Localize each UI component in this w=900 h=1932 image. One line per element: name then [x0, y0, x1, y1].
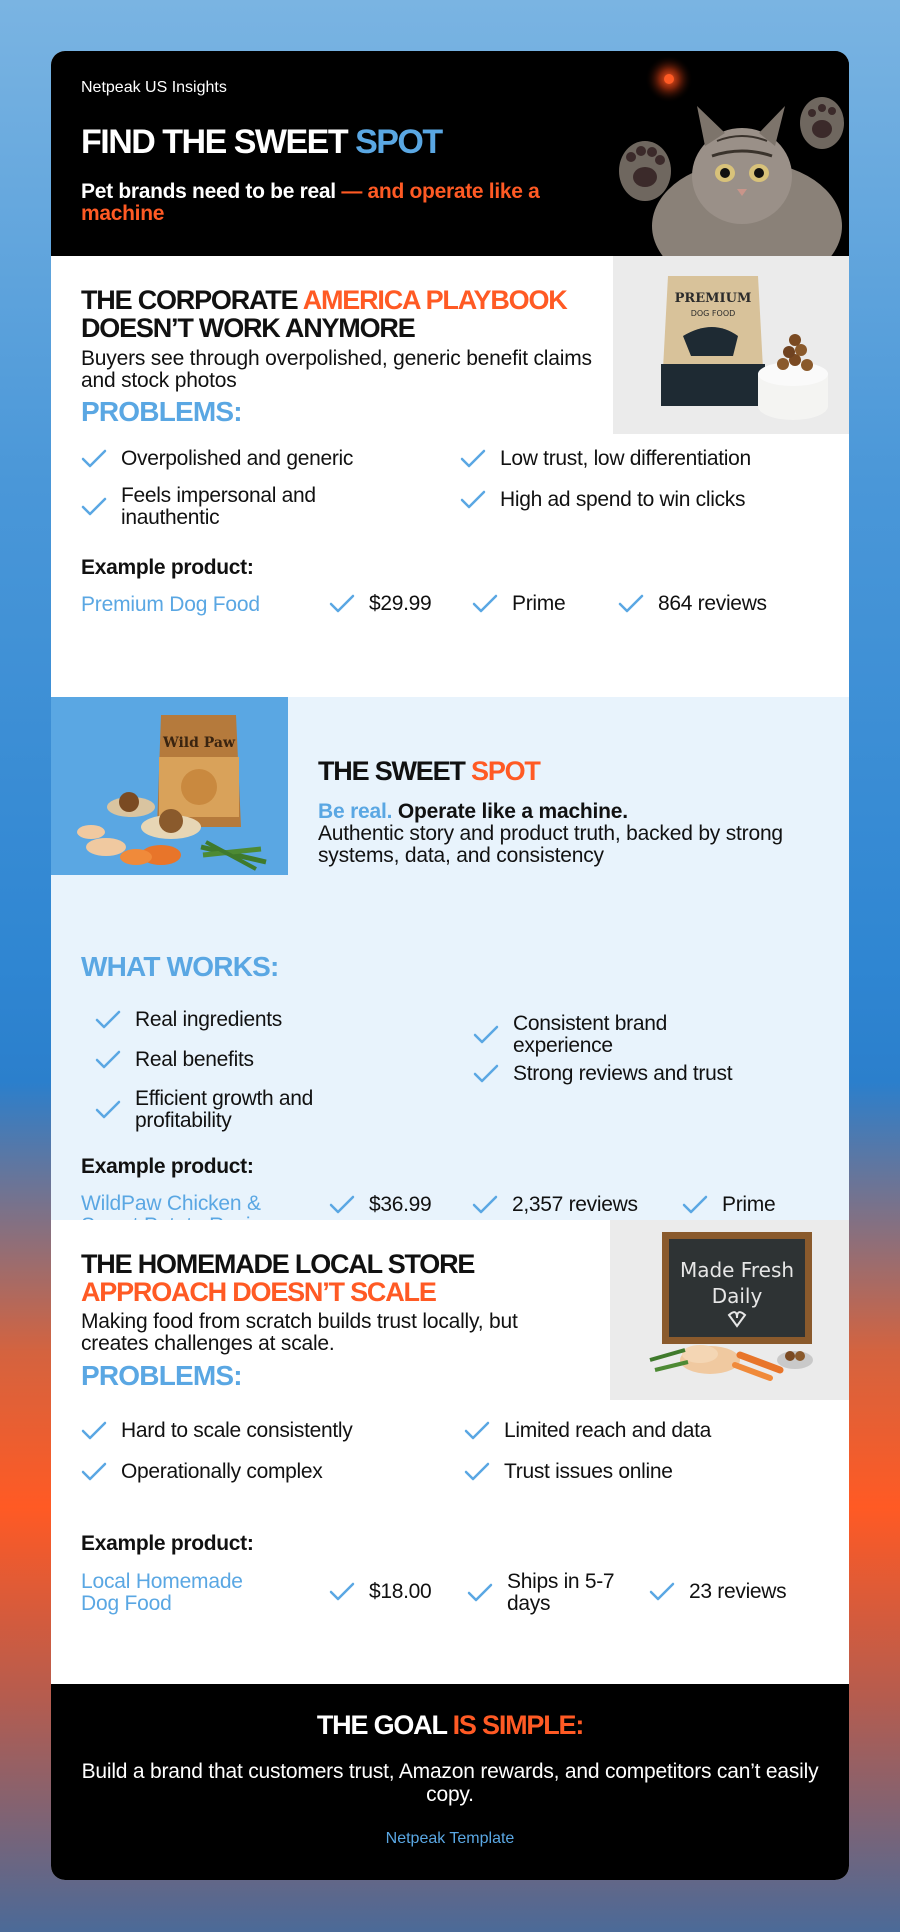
works-item	[473, 1013, 713, 1057]
section-description: Making food from scratch builds trust locally, but creates challenges at scale.	[81, 1310, 518, 1355]
example-label: Example product:	[81, 556, 254, 579]
check-icon	[460, 449, 486, 469]
title-part: THE SWEET	[318, 756, 472, 786]
example-label: Example product:	[81, 1155, 254, 1178]
problems-label: PROBLEMS:	[81, 396, 242, 427]
goal-description: Build a brand that customers trust, Amazon rewards, and competitors can’t easily copy.	[81, 1760, 819, 1806]
title-highlight: SPOT	[471, 756, 540, 786]
what-works-label: WHAT WORKS:	[81, 951, 279, 982]
subtitle-part: Pet brands need to be real	[81, 180, 342, 203]
sweet-spot-section	[51, 697, 849, 1220]
works-text: Real ingredients	[135, 1008, 282, 1031]
check-icon	[618, 594, 644, 614]
fact-text: 23 reviews	[689, 1580, 787, 1603]
example-fact	[649, 1581, 786, 1603]
title-part: FIND THE SWEET	[81, 123, 356, 161]
lead-part: Operate like a machine.	[392, 800, 628, 823]
problem-text: Feels impersonal and inauthentic	[121, 484, 316, 529]
check-icon	[95, 1100, 121, 1120]
footer	[51, 1684, 849, 1880]
check-icon	[95, 1010, 121, 1030]
check-icon	[473, 1064, 499, 1084]
check-icon	[472, 594, 498, 614]
example-fact	[472, 1194, 638, 1216]
example-product-name: Premium Dog Food	[81, 593, 260, 616]
check-icon	[467, 1583, 493, 1603]
check-icon	[460, 490, 486, 510]
title-highlight: APPROACH DOESN’T SCALE	[81, 1277, 436, 1307]
subtitle-highlight: — and operate like a machine	[81, 180, 540, 225]
title-part: THE GOAL	[316, 1710, 453, 1740]
title-highlight: AMERICA PLAYBOOK	[302, 285, 567, 315]
fact-text: $36.99	[369, 1193, 432, 1216]
example-fact	[618, 593, 767, 615]
example-product-name: Local Homemade Dog Food	[81, 1570, 243, 1615]
example-fact	[467, 1571, 617, 1615]
header	[51, 51, 849, 256]
dog-food-bag-photo	[613, 256, 849, 434]
fact-text: $18.00	[369, 1580, 432, 1603]
problem-item	[81, 1461, 322, 1483]
homemade-section	[51, 1220, 849, 1684]
problem-text: Limited reach and data	[504, 1419, 712, 1442]
brand-label: Netpeak US Insights	[81, 79, 227, 96]
check-icon	[473, 1025, 499, 1045]
example-label: Example product:	[81, 1532, 254, 1555]
section-title	[81, 1250, 474, 1306]
title-part: DOESN’T WORK ANYMORE	[81, 313, 415, 343]
fact-text: Prime	[722, 1193, 776, 1216]
bag-subtitle: DOG FOOD	[690, 309, 736, 318]
fact-text: 2,357 reviews	[512, 1193, 638, 1216]
check-icon	[682, 1195, 708, 1215]
works-text: Efficient growth and profitability	[135, 1087, 314, 1132]
check-icon	[464, 1462, 490, 1482]
chalkboard-photo	[610, 1220, 849, 1400]
bag-title: Wild Paw	[162, 735, 236, 751]
template-credit: Netpeak Template	[385, 1830, 515, 1847]
example-fact	[472, 593, 565, 615]
example-fact	[682, 1194, 775, 1216]
title-part: THE HOMEMADE LOCAL STORE	[81, 1249, 475, 1279]
infographic-card	[51, 51, 849, 1880]
section-title	[318, 757, 540, 785]
board-line-2: Daily	[711, 1284, 763, 1308]
works-text: Real benefits	[135, 1048, 254, 1071]
title-highlight: IS SIMPLE:	[452, 1710, 584, 1740]
bag-title: PREMIUM	[674, 291, 752, 306]
fact-text: Prime	[512, 592, 566, 615]
problem-item	[81, 485, 341, 529]
lead-highlight: Be real.	[318, 800, 393, 823]
works-item	[95, 1049, 254, 1071]
cat-photo	[617, 51, 849, 256]
check-icon	[329, 594, 355, 614]
problem-text: Trust issues online	[504, 1460, 673, 1483]
example-fact	[329, 1581, 431, 1603]
works-item	[473, 1063, 732, 1085]
works-item	[95, 1088, 335, 1132]
problem-item	[81, 1420, 352, 1442]
works-item	[95, 1009, 282, 1031]
corporate-section	[51, 256, 849, 750]
example-fact	[329, 1194, 431, 1216]
problem-item	[464, 1461, 673, 1483]
check-icon	[81, 497, 107, 517]
section-lead	[318, 801, 818, 823]
wildpaw-bag-photo	[51, 697, 288, 875]
problem-text: Low trust, low differentiation	[500, 447, 751, 470]
section-title	[81, 286, 567, 342]
problem-item	[81, 448, 353, 470]
problem-text: Operationally complex	[121, 1460, 323, 1483]
fact-text: 864 reviews	[658, 592, 767, 615]
problem-text: Overpolished and generic	[121, 447, 354, 470]
problem-item	[464, 1420, 711, 1442]
fact-text: $29.99	[369, 592, 432, 615]
problem-item	[460, 489, 745, 511]
problems-label: PROBLEMS:	[81, 1360, 242, 1391]
check-icon	[81, 1462, 107, 1482]
title-part: THE CORPORATE	[81, 285, 303, 315]
problem-item	[460, 448, 751, 470]
check-icon	[464, 1421, 490, 1441]
page-subtitle	[81, 181, 541, 225]
section-description: Authentic story and product truth, backed by strong systems, data, and consistency	[318, 822, 783, 867]
example-fact	[329, 593, 431, 615]
check-icon	[329, 1195, 355, 1215]
check-icon	[95, 1050, 121, 1070]
check-icon	[472, 1195, 498, 1215]
problem-text: High ad spend to win clicks	[500, 488, 746, 511]
check-icon	[329, 1582, 355, 1602]
section-description: Buyers see through overpolished, generic benefit claims and stock photos	[81, 347, 592, 392]
check-icon	[81, 449, 107, 469]
works-text: Consistent brand experience	[513, 1012, 667, 1057]
problem-text: Hard to scale consistently	[121, 1419, 353, 1442]
page-title	[81, 123, 442, 162]
goal-title	[51, 1710, 849, 1741]
example-product-name: WildPaw Chicken &	[81, 1192, 261, 1215]
works-text: Strong reviews and trust	[513, 1062, 733, 1085]
title-highlight: SPOT	[355, 123, 442, 161]
check-icon	[649, 1582, 675, 1602]
check-icon	[81, 1421, 107, 1441]
fact-text: Ships in 5-7 days	[507, 1570, 615, 1615]
board-line-1: Made Fresh	[679, 1258, 795, 1282]
